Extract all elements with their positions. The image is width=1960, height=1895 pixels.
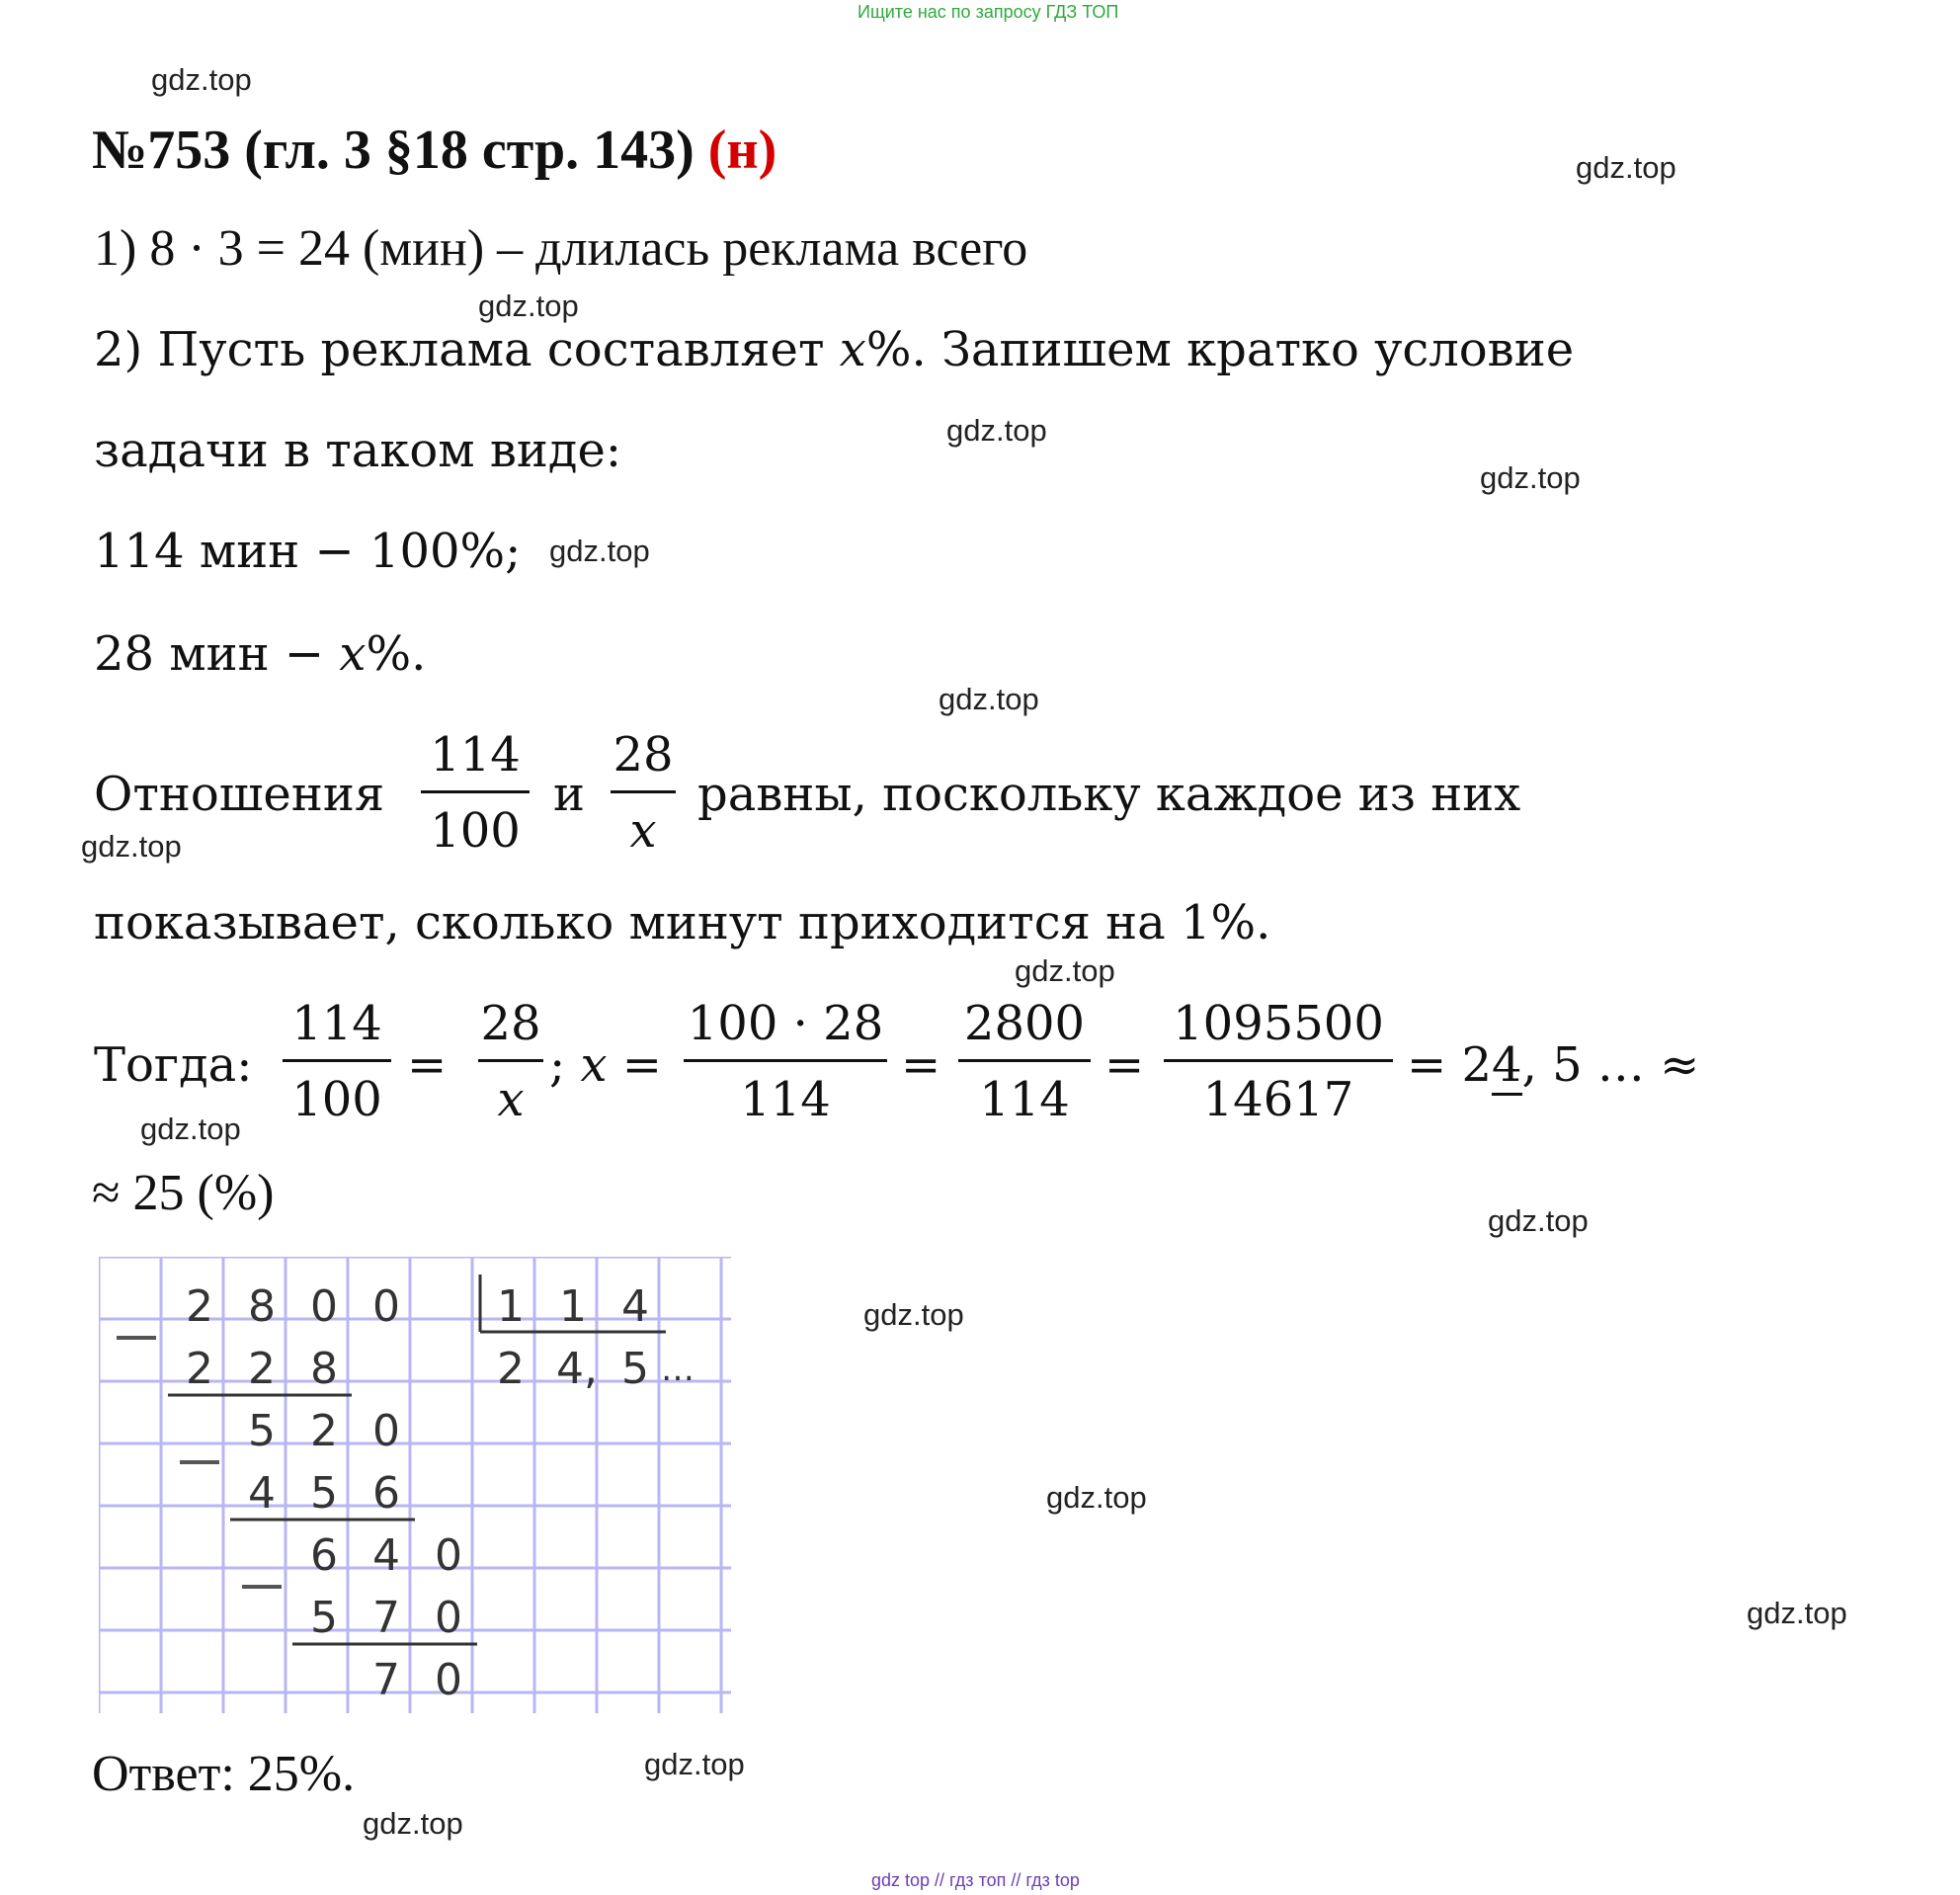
condition-2-text: 28 мин − xyxy=(94,626,325,682)
equals-sign: = xyxy=(621,1037,662,1093)
dividend-digit: 0 xyxy=(310,1281,338,1332)
solution-lead: Тогда: xyxy=(94,1037,253,1093)
watermark: gdz.top xyxy=(1480,460,1581,495)
fraction-denominator: 100 xyxy=(430,803,521,859)
fraction-114-100 xyxy=(421,727,530,859)
fraction-numerator: 114 xyxy=(291,996,382,1051)
fraction-1095500-14617 xyxy=(1164,996,1393,1127)
remainder-digit: 4 xyxy=(372,1530,400,1581)
fraction-denominator: 114 xyxy=(740,1072,831,1127)
fraction-114-100 xyxy=(283,996,391,1127)
fraction-28-x xyxy=(478,996,543,1127)
subtrahend-digit: 6 xyxy=(372,1468,400,1519)
fraction-numerator: 28 xyxy=(612,727,674,783)
remainder-digit: 6 xyxy=(310,1530,338,1581)
watermark: gdz.top xyxy=(939,682,1039,716)
condition-1: 114 мин − 100%; xyxy=(94,524,522,579)
subtrahend-digit: 0 xyxy=(435,1593,462,1643)
divisor-digit: 1 xyxy=(497,1281,525,1332)
ratio-and: и xyxy=(553,767,585,822)
approx-result: ≈ 25 (%) xyxy=(92,1165,275,1221)
fraction-numerator: 1095500 xyxy=(1173,996,1384,1051)
remainder-digit: 0 xyxy=(435,1655,462,1705)
subtrahend-digit: 4 xyxy=(248,1468,276,1519)
dividend-digit: 2 xyxy=(186,1281,213,1332)
watermark: gdz.top xyxy=(549,534,650,568)
fraction-numerator: 2800 xyxy=(963,996,1086,1051)
fraction-denominator: x xyxy=(497,1072,525,1127)
fraction-denominator: x xyxy=(629,803,657,859)
quotient-digit: 4, xyxy=(556,1344,598,1394)
step-2-variable: x xyxy=(839,322,866,377)
subtrahend-digit: 2 xyxy=(186,1344,213,1394)
fraction-28-x xyxy=(611,727,676,859)
step-2-line xyxy=(94,322,1574,377)
equals-sign: = xyxy=(407,1037,448,1093)
step-2-text-b: %. Запишем кратко условие xyxy=(865,322,1575,377)
step-2-line-2: задачи в таком виде: xyxy=(94,423,622,478)
fraction-numerator: 28 xyxy=(480,996,541,1051)
equals-sign: = xyxy=(1104,1037,1145,1093)
watermark: gdz.top xyxy=(363,1806,463,1841)
subtrahend-digit: 5 xyxy=(310,1593,338,1643)
watermark: gdz.top xyxy=(151,62,252,97)
ratio-line-2: показывает, сколько минут приходится на 1%. xyxy=(94,895,1271,950)
remainder-digit: 7 xyxy=(372,1655,400,1705)
condition-2 xyxy=(94,626,426,682)
fraction-denominator: 14617 xyxy=(1202,1072,1354,1127)
division-grid xyxy=(99,1257,731,1713)
exercise-title xyxy=(92,119,776,182)
subtrahend-digit: 5 xyxy=(310,1468,338,1519)
ratio-lead: Отношения xyxy=(94,767,385,822)
dividend-digit: 8 xyxy=(248,1281,276,1332)
quotient-digit: 2 xyxy=(497,1344,525,1394)
watermark: gdz.top xyxy=(478,288,579,323)
remainder-digit: 5 xyxy=(248,1406,276,1456)
result-underlined-digit: 4 xyxy=(1492,1037,1522,1096)
bottom-banner: gdz top // гдз топ // гдз top xyxy=(871,1870,1080,1890)
watermark: gdz.top xyxy=(1488,1203,1589,1238)
x-equals xyxy=(549,1037,662,1093)
divisor-digit: 1 xyxy=(559,1281,587,1332)
dividend-digit: 0 xyxy=(372,1281,400,1332)
exercise-tag: (н) xyxy=(707,120,777,181)
ratio-tail: равны, поскольку каждое из них xyxy=(697,767,1521,822)
fraction-numerator: 114 xyxy=(430,727,521,783)
top-banner: Ищите нас по запросу ГДЗ ТОП xyxy=(858,2,1119,22)
divisor-digit: 4 xyxy=(621,1281,649,1332)
watermark: gdz.top xyxy=(1015,953,1115,988)
subtrahend-digit: 7 xyxy=(372,1593,400,1643)
watermark: gdz.top xyxy=(1046,1480,1147,1515)
watermark: gdz.top xyxy=(946,413,1047,448)
condition-2-percent: %. xyxy=(366,626,427,682)
x-variable: x xyxy=(580,1037,608,1093)
answer: Ответ: 25%. xyxy=(92,1746,356,1802)
condition-2-variable: x xyxy=(339,626,367,682)
fraction-100x28-114 xyxy=(684,996,887,1127)
semicolon: ; xyxy=(549,1037,566,1093)
remainder-digit: 0 xyxy=(372,1406,400,1456)
quotient-digit: 5 xyxy=(621,1344,649,1394)
watermark: gdz.top xyxy=(863,1297,964,1332)
remainder-digit: 0 xyxy=(435,1530,462,1581)
subtrahend-digit: 2 xyxy=(248,1344,276,1394)
step-1: 1) 8 · 3 = 24 (мин) – длилась реклама всего xyxy=(94,220,1028,277)
fraction-numerator: 100 · 28 xyxy=(687,996,884,1051)
fraction-2800-114 xyxy=(958,996,1091,1127)
step-2-text-a: 2) Пусть реклама составляет xyxy=(94,322,825,377)
fraction-denominator: 114 xyxy=(979,1072,1070,1127)
watermark: gdz.top xyxy=(140,1112,241,1146)
quotient-ellipsis: … xyxy=(661,1350,694,1389)
watermark: gdz.top xyxy=(1747,1596,1847,1630)
subtrahend-digit: 8 xyxy=(310,1344,338,1394)
watermark: gdz.top xyxy=(81,829,182,864)
exercise-number: №753 (гл. 3 §18 стр. 143) xyxy=(92,120,694,181)
equals-sign: = xyxy=(901,1037,941,1093)
watermark: gdz.top xyxy=(1576,150,1676,185)
result-part-b: , 5 … ≈ xyxy=(1521,1037,1700,1093)
result xyxy=(1407,1037,1699,1093)
remainder-digit: 2 xyxy=(310,1406,338,1456)
watermark: gdz.top xyxy=(644,1747,745,1781)
result-part-a: = 2 xyxy=(1407,1037,1493,1093)
fraction-denominator: 100 xyxy=(291,1072,382,1127)
